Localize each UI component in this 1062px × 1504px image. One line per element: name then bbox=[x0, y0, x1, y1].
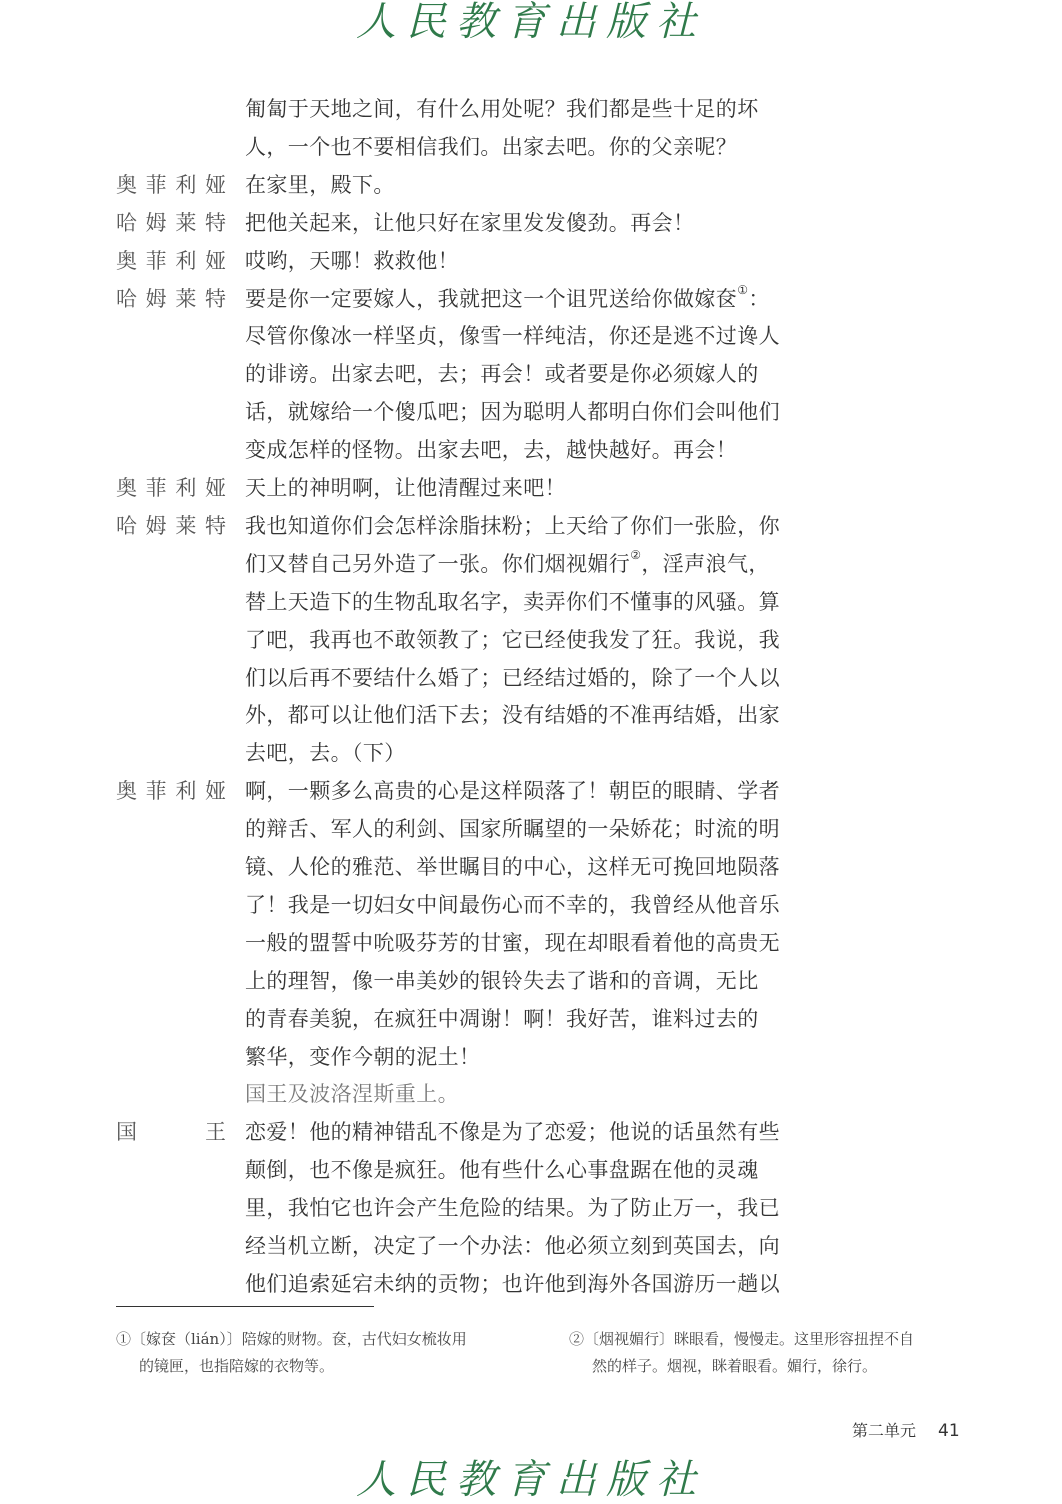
dialogue-row bbox=[0, 1075, 1062, 1113]
dialogue-line: 镜、人伦的雅范、举世瞩目的中心，这样无可挽回地陨落 bbox=[245, 855, 780, 879]
dialogue-line: 颠倒，也不像是疯狂。他有些什么心事盘踞在他的灵魂 bbox=[245, 1158, 759, 1183]
publisher-watermark-top: 人民教育出版社 bbox=[356, 0, 706, 45]
dialogue-row bbox=[0, 810, 1062, 848]
dialogue-row bbox=[0, 848, 1062, 886]
speaker-name: 国 王 bbox=[116, 1120, 226, 1145]
dialogue-row bbox=[0, 393, 1062, 431]
dialogue-line: 外，都可以让他们活下去；没有结婚的不准再结婚，出家 bbox=[245, 703, 780, 728]
dialogue-line: 哎哟，天哪！救救他！ bbox=[245, 248, 459, 273]
page-number: 41 bbox=[938, 1421, 960, 1441]
dialogue-line: 恋爱！他的精神错乱不像是为了恋爱；他说的话虽然有些 bbox=[245, 1120, 780, 1145]
dialogue-row bbox=[0, 128, 1062, 166]
dialogue-row bbox=[0, 431, 1062, 469]
dialogue-line: 我也知道你们会怎样涂脂抹粉；上天给了你们一张脸，你 bbox=[245, 513, 780, 538]
footnote-2-line-1: ②〔烟视媚行〕眯眼看，慢慢走。这里形容扭捏不自 bbox=[569, 1330, 915, 1348]
dialogue-row bbox=[0, 507, 1062, 545]
footnote-1-line-1: ①〔嫁奁（lián）〕陪嫁的财物。奁，古代妇女梳妆用 bbox=[116, 1330, 467, 1348]
dialogue-row bbox=[0, 734, 1062, 772]
dialogue-row bbox=[0, 772, 1062, 810]
dialogue-line: 上的理智，像一串美妙的银铃失去了谐和的音调，无比 bbox=[245, 968, 759, 993]
dialogue-row bbox=[0, 204, 1062, 242]
dialogue-row bbox=[0, 545, 1062, 583]
dialogue-line: 替上天造下的生物乱取名字，卖弄你们不懂事的风骚。算 bbox=[245, 589, 780, 614]
footnote-marker[interactable]: ② bbox=[630, 547, 642, 562]
dialogue-row bbox=[0, 962, 1062, 1000]
dialogue-row bbox=[0, 469, 1062, 507]
dialogue-line: 啊，一颗多么高贵的心是这样陨落了！朝臣的眼睛、学者 bbox=[245, 779, 780, 804]
dialogue-line: 天上的神明啊，让他清醒过来吧！ bbox=[245, 476, 566, 500]
publisher-watermark-bottom: 人民教育出版社 bbox=[356, 1457, 706, 1503]
dialogue-line: 变成怎样的怪物。出家去吧，去，越快越好。再会！ bbox=[245, 438, 738, 463]
dialogue-line: 的诽谤。出家去吧，去；再会！或者要是你必须嫁人的 bbox=[245, 362, 759, 387]
dialogue-row bbox=[0, 583, 1062, 621]
dialogue-line: 里，我怕它也许会产生危险的结果。为了防止万一，我已 bbox=[245, 1196, 780, 1221]
dialogue-line: 匍匐于天地之间，有什么用处呢？我们都是些十足的坏 bbox=[245, 97, 759, 121]
dialogue-row bbox=[0, 886, 1062, 924]
footnote-divider bbox=[116, 1306, 374, 1307]
speaker-name: 哈 姆 莱 特 bbox=[116, 513, 226, 538]
dialogue-line: 尽管你像冰一样坚贞，像雪一样纯洁，你还是逃不过谗人 bbox=[245, 324, 780, 349]
footnote-marker[interactable]: ① bbox=[737, 282, 749, 297]
footnote-2 bbox=[569, 1326, 914, 1380]
dialogue-line: 了！我是一切妇女中间最伤心而不幸的，我曾经从他音乐 bbox=[245, 892, 780, 917]
dialogue-row bbox=[0, 317, 1062, 355]
dialogue-row bbox=[0, 355, 1062, 393]
stage-direction: 国王及波洛涅斯重上。 bbox=[245, 1082, 459, 1107]
footnote-1 bbox=[116, 1326, 467, 1380]
dialogue-line: 一般的盟誓中吮吸芬芳的甘蜜，现在却眼看着他的高贵无 bbox=[245, 930, 780, 955]
dialogue-row bbox=[0, 659, 1062, 697]
dialogue-row bbox=[0, 1113, 1062, 1151]
dialogue-line: 在家里，殿下。 bbox=[245, 172, 395, 197]
speaker-name: 奥 菲 利 娅 bbox=[116, 476, 226, 500]
dialogue-row bbox=[0, 1227, 1062, 1265]
speaker-name: 哈 姆 莱 特 bbox=[116, 210, 226, 235]
dialogue-line: 的青春美貌，在疯狂中凋谢！啊！我好苦，谁料过去的 bbox=[245, 1006, 759, 1031]
dialogue-line: 了吧，我再也不敢领教了；它已经使我发了狂。我说，我 bbox=[245, 627, 780, 652]
dialogue-line: 经当机立断，决定了一个办法：他必须立刻到英国去，向 bbox=[245, 1234, 780, 1258]
footnote-2-line-2: 然的样子。烟视，眯着眼看。媚行，徐行。 bbox=[592, 1357, 878, 1375]
dialogue-row bbox=[0, 1038, 1062, 1076]
dialogue-row bbox=[0, 696, 1062, 734]
dialogue-line: 们又替自己另外造了一张。你们烟视媚行②，淫声浪气， bbox=[245, 547, 770, 576]
dialogue-row bbox=[0, 1151, 1062, 1189]
dialogue-row bbox=[0, 924, 1062, 962]
dialogue-line: 去吧，去。（下） bbox=[245, 741, 406, 766]
speaker-name: 奥 菲 利 娅 bbox=[116, 172, 226, 197]
dialogue-line: 话，就嫁给一个傻瓜吧；因为聪明人都明白你们会叫他们 bbox=[245, 400, 780, 425]
speaker-name: 奥 菲 利 娅 bbox=[116, 248, 226, 273]
dialogue-line: 他们追索延宕未纳的贡物；也许他到海外各国游历一趟以 bbox=[245, 1271, 780, 1296]
dialogue-row bbox=[0, 280, 1062, 318]
dialogue-row bbox=[0, 90, 1062, 128]
dialogue-row bbox=[0, 1189, 1062, 1227]
dialogue-row bbox=[0, 166, 1062, 204]
dialogue-row bbox=[0, 1265, 1062, 1303]
dialogue-line: 把他关起来，让他只好在家里发发傻劲。再会！ bbox=[245, 210, 695, 235]
unit-label: 第二单元 bbox=[852, 1421, 917, 1440]
dialogue-row bbox=[0, 242, 1062, 280]
dialogue-line: 要是你一定要嫁人，我就把这一个诅咒送给你做嫁奁①： bbox=[245, 282, 770, 311]
speaker-name: 哈 姆 莱 特 bbox=[116, 286, 226, 311]
footnote-1-line-2: 的镜匣，也指陪嫁的衣物等。 bbox=[139, 1357, 335, 1375]
speaker-name: 奥 菲 利 娅 bbox=[116, 779, 226, 804]
dialogue-line: 的辩舌、军人的利剑、国家所瞩望的一朵娇花；时流的明 bbox=[245, 817, 780, 842]
dialogue-line: 人，一个也不要相信我们。出家去吧。你的父亲呢？ bbox=[245, 134, 738, 159]
dialogue-line: 们以后再不要结什么婚了；已经结过婚的，除了一个人以 bbox=[245, 665, 780, 690]
dialogue-row bbox=[0, 621, 1062, 659]
dialogue-row bbox=[0, 1000, 1062, 1038]
page-footer bbox=[852, 1418, 960, 1441]
dialogue-line: 繁华，变作今朝的泥土！ bbox=[245, 1044, 481, 1069]
